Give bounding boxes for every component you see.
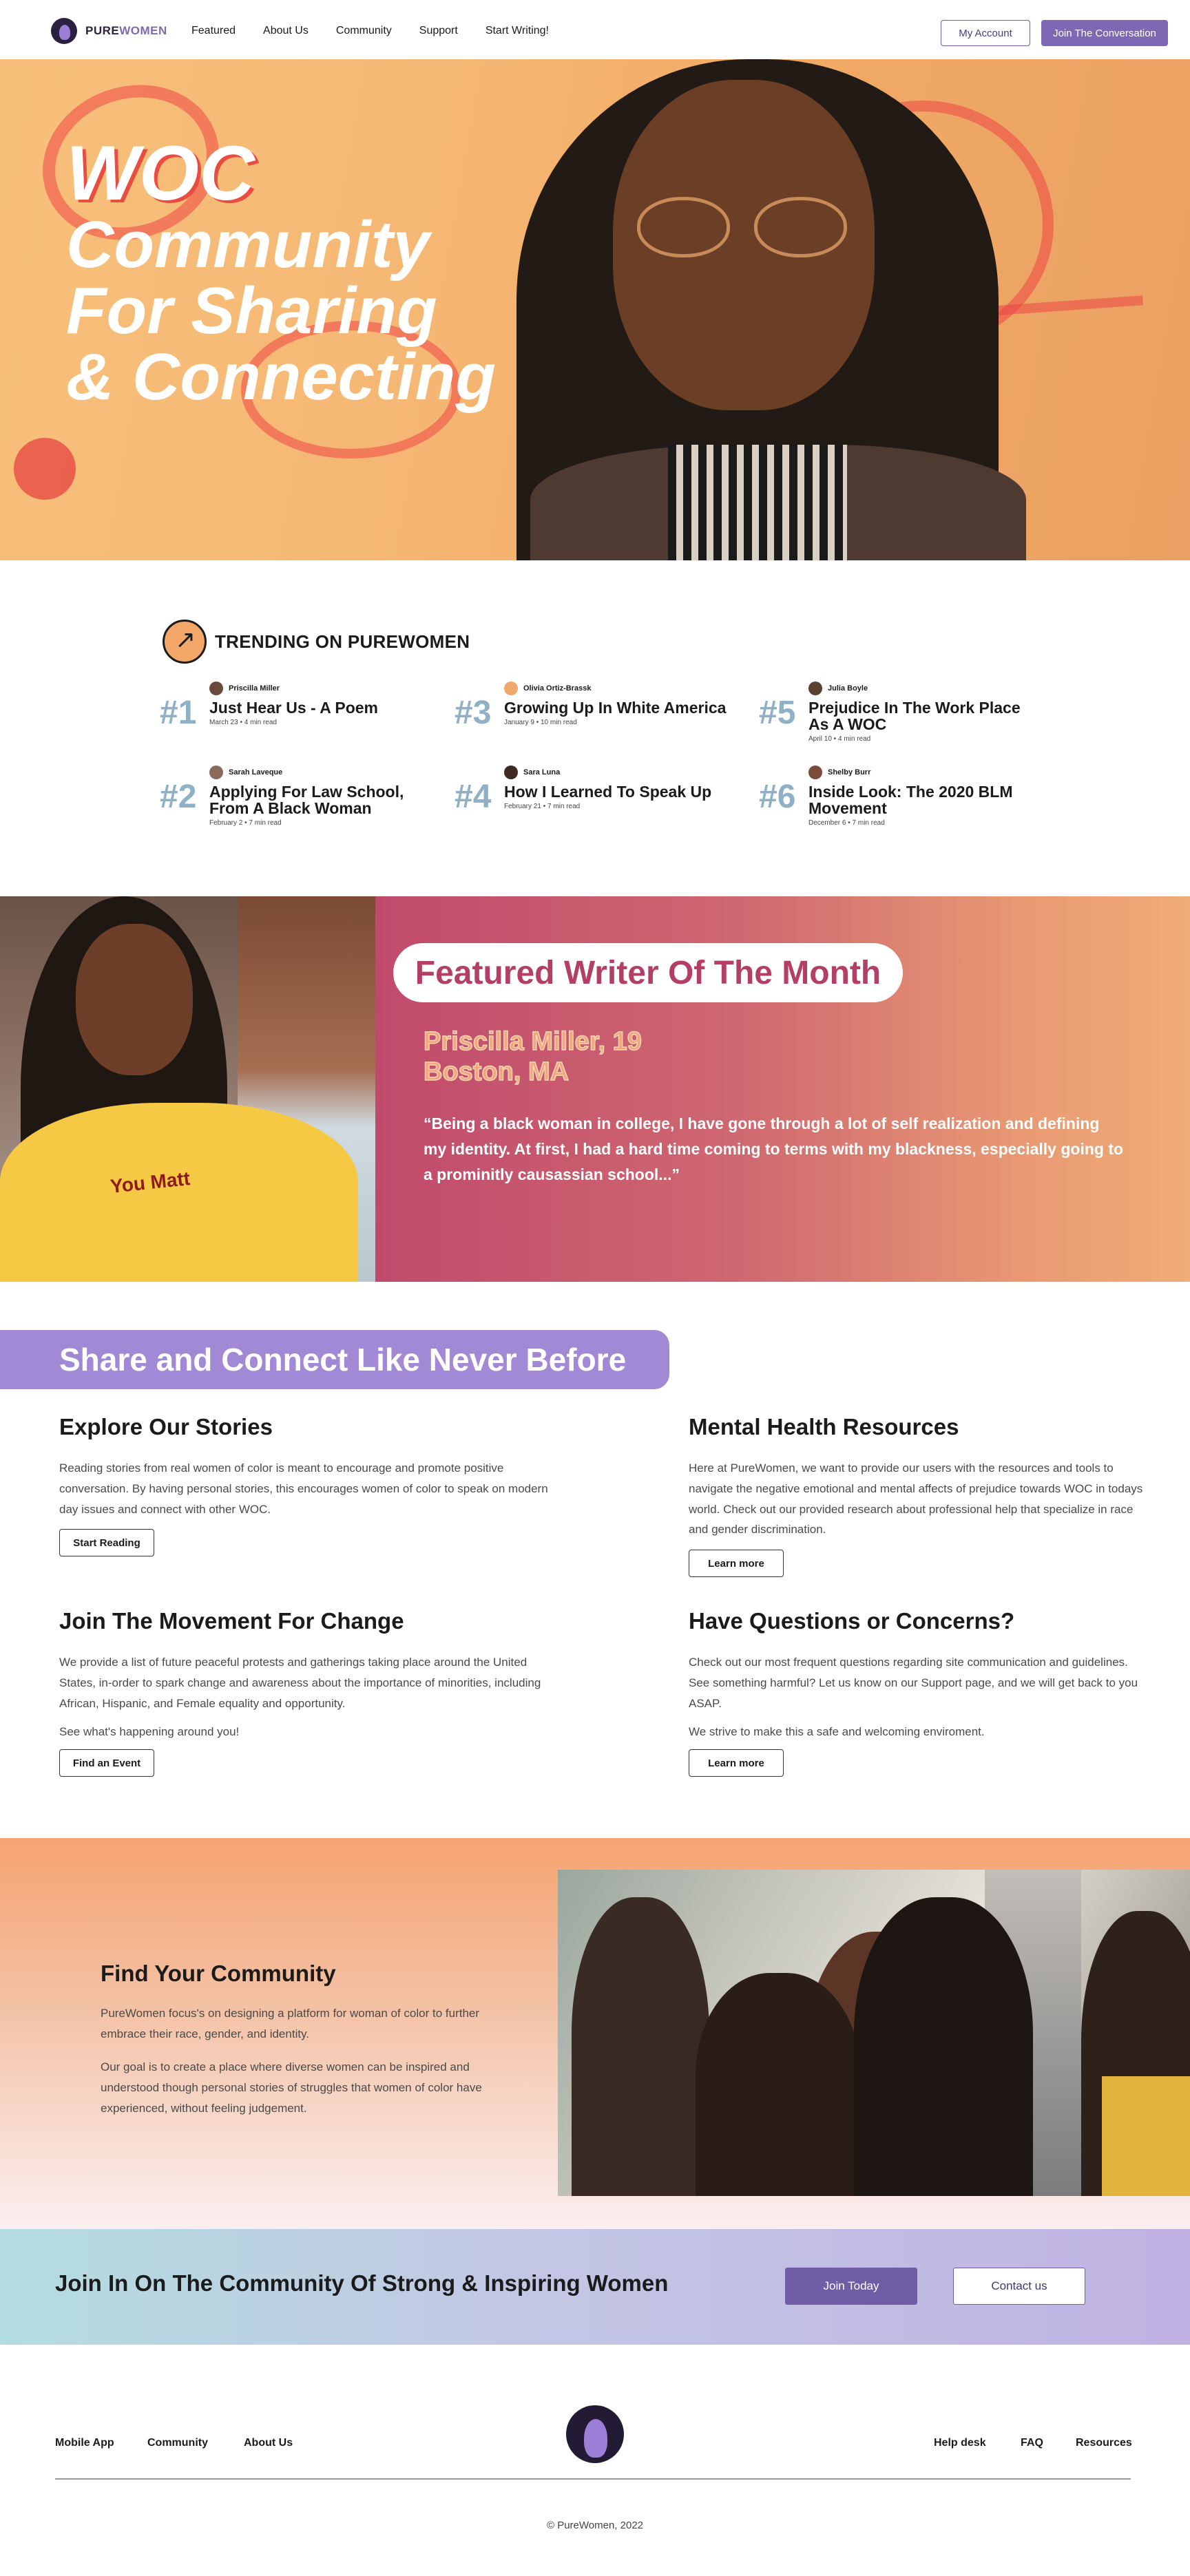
trending-card[interactable] — [455, 766, 730, 834]
nav-links — [191, 25, 549, 37]
share-connect-banner: Share and Connect Like Never Before — [0, 1330, 669, 1389]
author-name: Sarah Laveque — [229, 768, 283, 777]
featured-writer-name: Priscilla Miller, 19 Boston, MA — [424, 1027, 642, 1086]
learn-more-button[interactable]: Learn more — [689, 1749, 784, 1777]
my-account-button[interactable]: My Account — [941, 20, 1030, 46]
block-body: Here at PureWomen, we want to provide our users with the resources and tools to navigate the negative emotional and mental affects of prejudice towards WOC in todays world. Check out our provided research about professional help that specialize in race and gender discrimination. — [689, 1461, 1143, 1537]
community-group-photo — [558, 1870, 1190, 2196]
join-today-button[interactable]: Join Today — [785, 2268, 917, 2305]
avatar — [808, 766, 822, 779]
hero-title-line: For Sharing — [66, 274, 437, 348]
community-paragraph: PureWomen focus's on designing a platform for woman of color to further embrace their race, gender, and identity. — [101, 2007, 480, 2040]
trending-header — [163, 620, 470, 664]
hero-banner — [0, 59, 1190, 560]
footer-link-community[interactable]: Community — [147, 2437, 208, 2449]
hero-title — [66, 130, 496, 414]
author-name: Julia Boyle — [828, 684, 868, 693]
trending-rank: #3 — [455, 695, 492, 731]
avatar — [209, 682, 223, 695]
author-name: Shelby Burr — [828, 768, 871, 777]
featured-writer-panel — [375, 896, 1190, 1282]
nav-link-featured[interactable]: Featured — [191, 25, 236, 36]
join-banner-title: Join In On The Community Of Strong & Inspiring Women — [55, 2270, 669, 2296]
article-headline[interactable]: Prejudice In The Work Place As A WOC — [808, 699, 1021, 734]
nav-link-start-writing[interactable]: Start Writing! — [485, 25, 549, 36]
nav-link-support[interactable]: Support — [419, 25, 458, 36]
brand-logo[interactable] — [51, 18, 167, 44]
article-meta: February 21 • 7 min read — [504, 803, 581, 810]
article-headline[interactable]: Growing Up In White America — [504, 699, 727, 717]
article-headline[interactable]: How I Learned To Speak Up — [504, 783, 712, 801]
footer-link-resources[interactable]: Resources — [1076, 2437, 1132, 2449]
author-name: Priscilla Miller — [229, 684, 280, 693]
woman-silhouette-icon — [51, 18, 77, 44]
avatar — [504, 682, 518, 695]
article-headline[interactable]: Inside Look: The 2020 BLM Movement — [808, 783, 1013, 818]
trending-rank: #6 — [759, 779, 796, 815]
article-meta: February 2 • 7 min read — [209, 819, 282, 827]
block-body: We provide a list of future peaceful protests and gatherings taking place around the United States, in-order to spark change and awareness about the importance of minorities, including African, Hispanic, and Female equality and opportunity. — [59, 1656, 541, 1710]
explore-stories-block — [59, 1414, 555, 1556]
footer-logo-icon[interactable] — [566, 2405, 624, 2463]
trending-card[interactable] — [455, 682, 730, 750]
trending-card[interactable] — [759, 682, 1034, 750]
featured-writer-section — [0, 896, 1190, 1282]
trending-section — [0, 560, 1190, 896]
article-headline[interactable]: Applying For Law School, From A Black Woman — [209, 783, 404, 818]
community-paragraph: Our goal is to create a place where diverse women can be inspired and understood though personal stories of struggles that women of color have experienced, without feeling judgement. — [101, 2060, 482, 2115]
trending-title: TRENDING ON PUREWOMEN — [215, 631, 470, 652]
avatar — [504, 766, 518, 779]
article-meta: March 23 • 4 min read — [209, 719, 277, 726]
brand-name: PUREWOMEN — [85, 24, 167, 37]
trending-rank: #2 — [160, 779, 197, 815]
block-body: See what's happening around you! — [59, 1725, 240, 1739]
article-meta: January 9 • 10 min read — [504, 719, 577, 726]
trending-up-icon — [163, 620, 207, 664]
avatar — [209, 766, 223, 779]
block-title: Join The Movement For Change — [59, 1608, 404, 1634]
block-body: Reading stories from real women of color is meant to encourage and promote positive conversation. By having personal stories, this encourages women of color to speak on modern day issues and connect with other WOC. — [59, 1461, 548, 1516]
start-reading-button[interactable]: Start Reading — [59, 1529, 154, 1556]
nav-link-about-us[interactable]: About Us — [263, 25, 309, 36]
join-movement-block — [59, 1608, 555, 1777]
footer — [0, 2345, 1190, 2576]
author-name: Sara Luna — [523, 768, 561, 777]
top-nav — [0, 0, 1190, 59]
footer-link-help-desk[interactable]: Help desk — [934, 2437, 986, 2449]
graffiti-decoration — [14, 438, 76, 500]
hoodie-print: You Matt — [109, 1168, 191, 1197]
featured-writer-quote: “Being a black woman in college, I have gone through a lot of self realization and defining my identity. At first, I had a hard time coming to terms with my blackness, especially going to a prominitly causassian school...” — [424, 1115, 1124, 1183]
footer-divider — [55, 2478, 1131, 2480]
learn-more-button[interactable]: Learn more — [689, 1550, 784, 1577]
community-title: Find Your Community — [101, 1961, 336, 1986]
nav-link-community[interactable]: Community — [335, 25, 392, 36]
featured-writer-heading: Featured Writer Of The Month — [393, 943, 903, 1002]
avatar — [808, 682, 822, 695]
hero-title-line: & Connecting — [66, 340, 496, 414]
author-name: Olivia Ortiz-Brassk — [523, 684, 592, 693]
find-event-button[interactable]: Find an Event — [59, 1749, 154, 1777]
trending-card[interactable] — [160, 682, 435, 750]
hero-portrait-image — [503, 59, 1026, 560]
block-body: We strive to make this a safe and welcoming enviroment. — [689, 1725, 985, 1739]
block-title: Have Questions or Concerns? — [689, 1608, 1015, 1634]
questions-block — [689, 1608, 1151, 1777]
block-body: Check out our most frequent questions regarding site communication and guidelines. See something harmful? Let us know on our Support page, and we will get back to you ASAP. — [689, 1656, 1138, 1710]
footer-link-about-us[interactable]: About Us — [244, 2437, 293, 2449]
join-conversation-button[interactable]: Join The Conversation — [1041, 20, 1168, 46]
footer-link-mobile-app[interactable]: Mobile App — [55, 2437, 114, 2449]
hero-title-line: WOC — [66, 130, 255, 216]
article-headline[interactable]: Just Hear Us - A Poem — [209, 699, 378, 717]
block-title: Mental Health Resources — [689, 1414, 959, 1439]
copyright-text: © PureWomen, 2022 — [546, 2520, 644, 2531]
trending-card[interactable] — [160, 766, 435, 834]
join-community-banner — [0, 2229, 1190, 2345]
find-community-section — [0, 1838, 1190, 2229]
trending-rank: #5 — [759, 695, 796, 731]
trending-rank: #4 — [455, 779, 492, 815]
trending-rank: #1 — [160, 695, 197, 731]
article-meta: December 6 • 7 min read — [808, 819, 885, 827]
block-title: Explore Our Stories — [59, 1414, 273, 1439]
footer-link-faq[interactable]: FAQ — [1021, 2437, 1043, 2449]
contact-us-button[interactable]: Contact us — [953, 2268, 1085, 2305]
hero-title-line: Community — [66, 208, 430, 282]
article-meta: April 10 • 4 min read — [808, 735, 871, 743]
featured-writer-photo — [0, 896, 375, 1282]
trending-card[interactable] — [759, 766, 1034, 834]
mental-health-block — [689, 1414, 1151, 1577]
